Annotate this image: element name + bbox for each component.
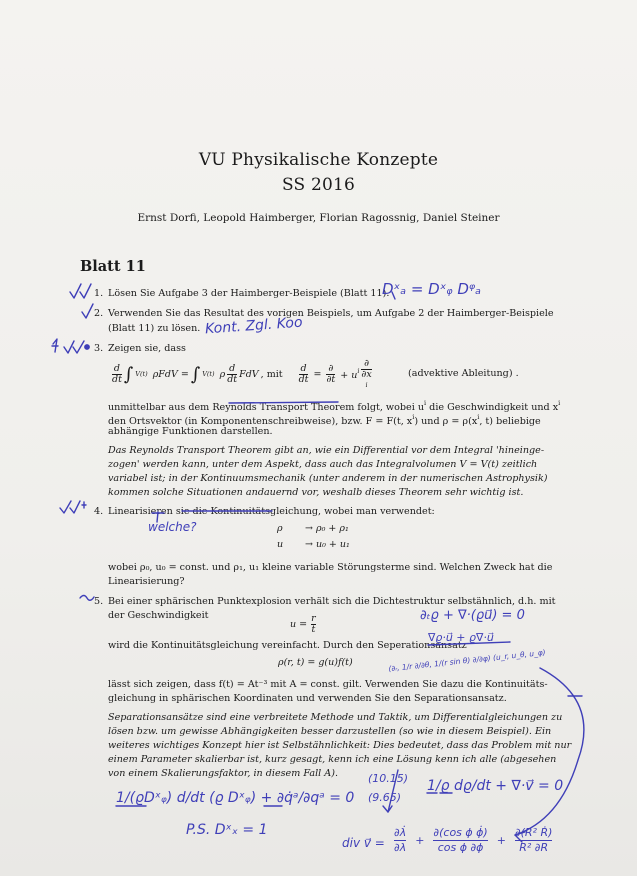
task-5-note-1: Separationsansätze sind eine verbreitete Methode und Taktik, um Differentialgleichungen zu bbox=[108, 712, 563, 723]
div-term-3-num: ∂(R² Ṙ) bbox=[514, 826, 553, 839]
div-term-1-num: ∂λ̇ bbox=[394, 826, 407, 839]
task-3-note-2: zogen' werden kann, unter dem Aspekt, dass auch das Integralvolumen V = V(t) zeitlich bbox=[108, 459, 538, 470]
task-4-body-2: Linearisierung? bbox=[108, 576, 185, 587]
task-3-body-1a: unmittelbar aus dem Reynolds Transport Theorem folgt, wobei u bbox=[108, 402, 425, 413]
task-4-intro: Linearisieren sie die Kontinuitätsgleichung, wobei man verwendet: bbox=[108, 506, 435, 517]
div-term-1-den: ∂λ bbox=[394, 841, 407, 854]
task-1-text: Lösen Sie Aufgabe 3 der Haimberger-Beispiele (Blatt 11). bbox=[108, 288, 390, 299]
handwritten-bl-note: P.S. Dˣₓ = 1 bbox=[186, 822, 268, 838]
task-5-line-2: der Geschwindigkeit bbox=[108, 610, 209, 621]
handwritten-divergence: $\frac{\partial\lambdȧ}{\partial\lambda}$ + $\frac{\text{∂(cos ϕ ϕ̇)}}{\text{cos ϕ ∂ϕ}}$ + $\frac{\text{∂(R² Ṙ)}}{\text{R² ∂R}}$ bbox=[394, 826, 553, 854]
mark-t3-r bbox=[52, 339, 58, 352]
task-3-number: 3. bbox=[94, 343, 104, 354]
tilde-t5 bbox=[80, 596, 94, 601]
lin-rho-rhs: → ρ₀ + ρ₁ bbox=[305, 523, 349, 534]
checkmark-t1-a bbox=[70, 284, 81, 298]
handwritten-bl-equation: 1/(ϱDˣᵩ) d/dt (ϱ Dˣᵩ) + ∂q̇ᵃ/∂qᵃ = 0 bbox=[116, 790, 355, 806]
task-2-line-1: Verwenden Sie das Resultat des vorigen Beispiels, um Aufgabe 2 der Haimberger-Beispiele bbox=[108, 308, 554, 319]
lin-u-rhs: → u₀ + u₁ bbox=[305, 539, 350, 550]
handwritten-ref-1: (10.15) bbox=[368, 772, 409, 785]
handwritten-t1-equation: Dˣₐ = Dˣᵩ Dᵠₐ bbox=[382, 280, 482, 298]
task-5-line-4: lässt sich zeigen, dass f(t) = At⁻³ mit A = const. gilt. Verwenden Sie dazu die Kontinuitäts- bbox=[108, 679, 548, 690]
task-3-body-2c: , t) beliebige bbox=[479, 416, 541, 427]
task-3-note-3: variabel ist; in der Kontinuumsmechanik (unter anderem in der numerischen Astrophysik) bbox=[108, 473, 548, 484]
task-5-note-2: lösen bzw. um gewisse Abhängigkeiten besser darzustellen (so wie in diesem Beispiel). Ein bbox=[108, 726, 552, 737]
task-3-body-1: unmittelbar aus dem Reynolds Transport Theorem folgt, wobei $u^i$ die Geschwindigkeit und $x^i$ bbox=[108, 399, 561, 413]
task-3-body-1b: die Geschwindigkeit und x bbox=[426, 402, 559, 413]
handwritten-ddt: 1/ϱ dϱ/dt + ∇·v⃗ = 0 bbox=[427, 778, 564, 794]
checkmark-t3-b bbox=[73, 341, 84, 353]
term: SS 2016 bbox=[281, 175, 356, 195]
arrow-curve bbox=[515, 668, 584, 835]
task-2-line-2: (Blatt 11) zu lösen. bbox=[108, 323, 201, 334]
eq-note: (advektive Ableitung) . bbox=[408, 368, 519, 379]
dot-t3 bbox=[85, 345, 89, 349]
lin-u: u bbox=[277, 539, 284, 550]
eq-u-num: r bbox=[311, 613, 316, 624]
cross-t4 bbox=[82, 502, 86, 508]
div-term-2-num: ∂(cos ϕ ϕ̇) bbox=[433, 826, 488, 839]
task-3-intro: Zeigen sie, dass bbox=[108, 343, 186, 354]
handwritten-ref-2: (9.65) bbox=[368, 791, 402, 804]
eq-u: u = bbox=[290, 619, 308, 630]
task-5-line-3: wird die Kontinuitätsgleichung vereinfacht. Durch den Seperationsansatz bbox=[108, 640, 467, 651]
task-5-number: 5. bbox=[94, 596, 104, 607]
div-term-2-den: cos ϕ ∂ϕ bbox=[433, 840, 487, 855]
reynolds-equation: $\frac{d}{dt}$ ∫ V(t) ρFdV = ∫ V(t) ρ $\frac{d}{dt}$ FdV , mit $\frac{d}{dt}$ = $\frac{\partial}{\partial t}$ + $u^i$ ∂ ∂x i bbox=[112, 357, 372, 389]
task-2-number: 2. bbox=[94, 308, 104, 319]
handwritten-div-lhs: div v⃗ = bbox=[342, 836, 385, 850]
course-title: VU Physikalische Konzepte bbox=[198, 150, 439, 170]
task-5-line-1: Bei einer sphärischen Punktexplosion verhält sich die Dichtestruktur selbstähnlich, d.h. mit bbox=[108, 596, 556, 607]
task-3-note-4: kommen solche Situationen andauernd vor, weshalb dieses Theorem sehr wichtig ist. bbox=[108, 487, 524, 498]
task-1-number: 1. bbox=[94, 288, 104, 299]
handwritten-t4-note: welche? bbox=[148, 520, 197, 534]
handwritten-expand: ∇ϱ·u⃗ + ϱ∇·u⃗ bbox=[428, 631, 494, 644]
lin-rho: ρ bbox=[277, 523, 283, 534]
eq-u-den: t bbox=[311, 624, 316, 635]
handwritten-spherical: (∂ᵣ, 1/r ∂/∂θ, 1/(r sin θ) ∂/∂φ) (u_r, u_θ, u_φ) bbox=[387, 647, 547, 674]
task-3-body-3: abhängige Funktionen darstellen. bbox=[108, 426, 273, 437]
eq-mid-text: , mit bbox=[260, 368, 283, 380]
task-5-line-5: gleichung in sphärischen Koordinaten und verwenden Sie den Separationsansatz. bbox=[108, 693, 507, 704]
div-term-3-den: R² ∂R bbox=[515, 840, 552, 855]
checkmark-t4-b bbox=[70, 501, 80, 513]
checkmark-t4-a bbox=[60, 501, 71, 513]
task-4-number: 4. bbox=[94, 506, 104, 517]
handwritten-t2-note: Kont. Zgl. Koo bbox=[204, 314, 304, 338]
task-3-body-2a: den Ortsvektor (in Komponentenschreibweise), bzw. F = F(t, x bbox=[108, 416, 413, 427]
checkmark-t1-b bbox=[80, 284, 91, 298]
handwritten-continuity: ∂ₜϱ + ∇·(ϱu⃗) = 0 bbox=[420, 608, 525, 623]
task-5-note-5: von einem Skalierungsfaktor, in diesem Fall A). bbox=[108, 768, 339, 779]
task-5-note-4: einem Parameter skalierbar ist, kurz gesagt, kenn ich eine Lösung kenn ich alle (abgesehen bbox=[108, 754, 557, 765]
separation-equation: ρ(r, t) = g(u)f(t) bbox=[278, 657, 353, 668]
task-3-body-2b: ) und ρ = ρ(x bbox=[414, 416, 478, 427]
checkmark-t2 bbox=[82, 304, 93, 318]
authors: Ernst Dorfi, Leopold Haimberger, Florian Ragossnig, Daniel Steiner bbox=[137, 212, 500, 224]
task-5-note-3: weiteres wichtiges Konzept hier ist Selbstähnlichkeit: Dies bedeutet, dass das Problem mit nur bbox=[108, 740, 572, 751]
underline-reynolds bbox=[229, 402, 338, 403]
task-3-note-1: Das Reynolds Transport Theorem gibt an, wie ein Differential vor dem Integral 'hineinge- bbox=[108, 445, 545, 456]
task-4-body-1: wobei ρ₀, u₀ = const. und ρ₁, u₁ kleine variable Störungsterme sind. Welchen Zweck hat die bbox=[108, 562, 553, 573]
sheet-heading: Blatt 11 bbox=[80, 258, 146, 275]
task-3-body-2: den Ortsvektor (in Komponentenschreibweise), bzw. F = F(t, $x^i$) und $\rho = \rho(x^i$, t) beliebige bbox=[108, 413, 541, 427]
